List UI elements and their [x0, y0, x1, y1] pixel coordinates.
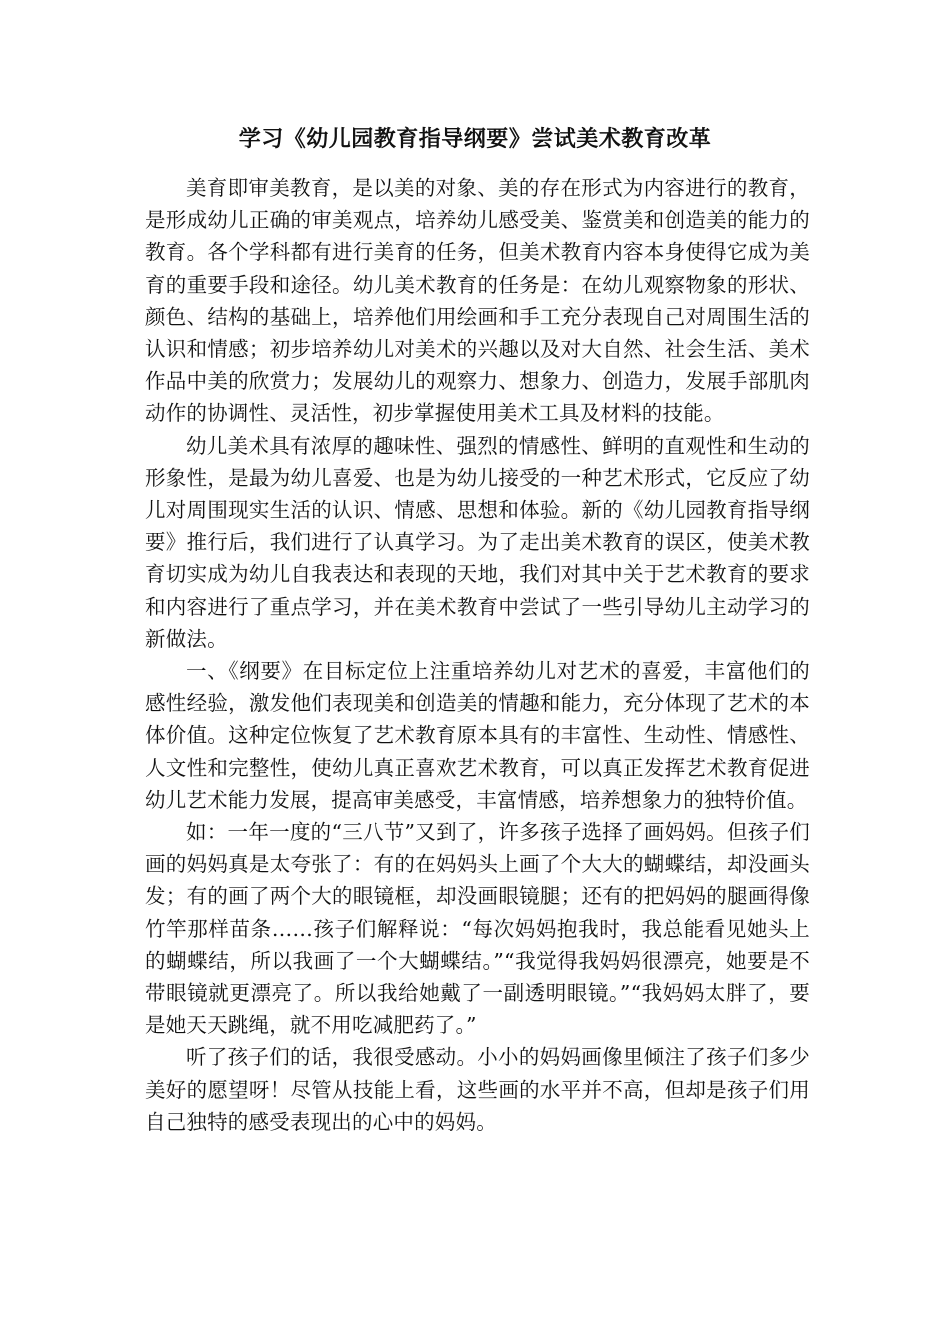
paragraph-2: 幼儿美术具有浓厚的趣味性、强烈的情感性、鲜明的直观性和生动的形象性，是最为幼儿喜爱、也是为幼儿接受的一种艺术形式，它反应了幼儿对周围现实生活的认识、情感、思想和体验。新的《幼儿园教育指导纲要》推行后，我们进行了认真学习。为了走出美术教育的误区，使美术教育切实成为幼儿自我表达和表现的天地，我们对其中关于艺术教育的要求和内容进行了重点学习，并在美术教育中尝试了一些引导幼儿主动学习的新做法。 [145, 433, 810, 651]
paragraph-5: 听了孩子们的话，我很受感动。小小的妈妈画像里倾注了孩子们多少美好的愿望呀！尽管从技能上看，这些画的水平并不高，但却是孩子们用自己独特的感受表现出的心中的妈妈。 [145, 1045, 810, 1134]
document-body [145, 172, 810, 1138]
document-title: 学习《幼儿园教育指导纲要》尝试美术教育改革 [238, 126, 712, 152]
paragraph-1: 美育即审美教育，是以美的对象、美的存在形式为内容进行的教育，是形成幼儿正确的审美观点，培养幼儿感受美、鉴赏美和创造美的能力的教育。各个学科都有进行美育的任务，但美术教育内容本身使得它成为美育的重要手段和途径。幼儿美术教育的任务是：在幼儿观察物象的形状、颜色、结构的基础上，培养他们用绘画和手工充分表现自己对周围生活的认识和情感；初步培养幼儿对美术的兴趣以及对大自然、社会生活、美术作品中美的欣赏力；发展幼儿的观察力、想象力、创造力，发展手部肌肉动作的协调性、灵活性，初步掌握使用美术工具及材料的技能。 [145, 176, 810, 426]
paragraph-4: 如：一年一度的“三八节”又到了，许多孩子选择了画妈妈。但孩子们画的妈妈真是太夸张了：有的在妈妈头上画了个大大的蝴蝶结，却没画头发；有的画了两个大的眼镜框，却没画眼镜腿；还有的把妈妈的腿画得像竹竿那样苗条……孩子们解释说：“每次妈妈抱我时，我总能看见她头上的蝴蝶结，所以我画了一个大蝴蝶结。”“我觉得我妈妈很漂亮，她要是不带眼镜就更漂亮了。所以我给她戴了一副透明眼镜。”“我妈妈太胖了，要是她天天跳绳，就不用吃减肥药了。” [145, 820, 810, 1038]
paragraph-3: 一、《纲要》在目标定位上注重培养幼儿对艺术的喜爱，丰富他们的感性经验，激发他们表现美和创造美的情趣和能力，充分体现了艺术的本体价值。这种定位恢复了艺术教育原本具有的丰富性、生动性、情感性、人文性和完整性，使幼儿真正喜欢艺术教育，可以真正发挥艺术教育促进幼儿艺术能力发展，提高审美感受，丰富情感，培养想象力的独特价值。 [145, 659, 810, 812]
